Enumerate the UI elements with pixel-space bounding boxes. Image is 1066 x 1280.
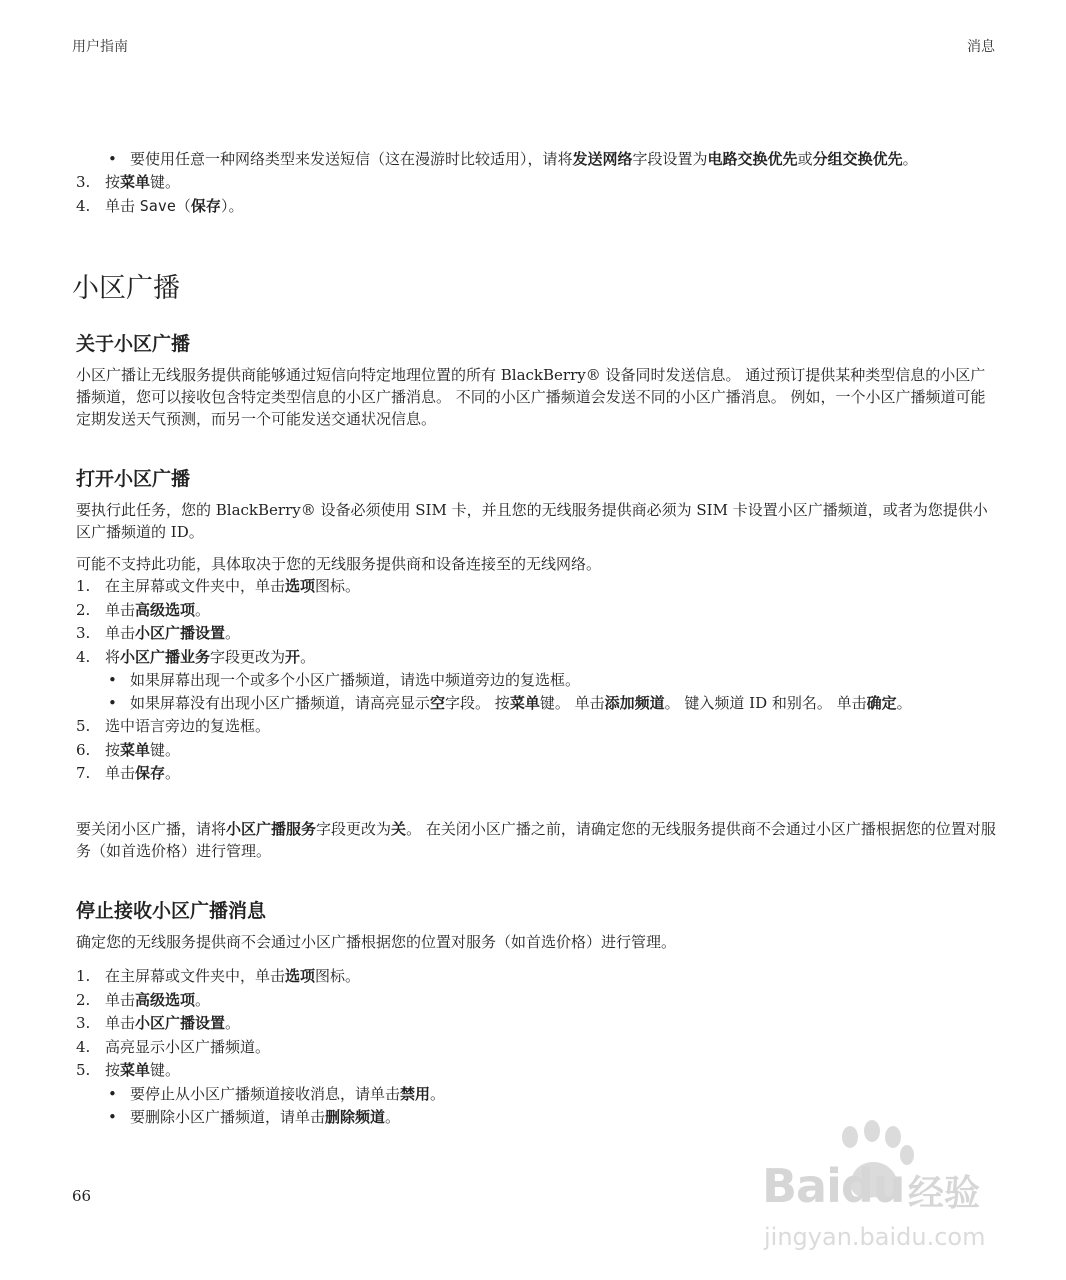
stop-step-5-bullet-b: • 要删除小区广播频道，请单击删除频道。	[76, 1106, 996, 1129]
turn-on-step-5: 5. 选中语言旁边的复选框。	[76, 717, 271, 735]
stop-step-5-bullet-a: • 要停止从小区广播频道接收消息，请单击禁用。	[76, 1083, 996, 1106]
about-body: 小区广播让无线服务提供商能够通过短信向特定地理位置的所有 BlackBerry® 设备同时发送信息。 通过预订提供某种类型信息的小区广播频道，您可以接收包含特定类型信息的小区广播消息。 不同的小区广播频道会发送不同的小区广播消息。 例如，一个小区广播频道可能定期发送天气预测，而另一个可能发送交通状况信息。	[76, 366, 986, 428]
bullet-dot: •	[108, 1084, 117, 1103]
bullet-dot: •	[108, 150, 117, 168]
heading-about: 关于小区广播	[76, 333, 191, 355]
turn-off-note: 要关闭小区广播，请将小区广播服务字段更改为关。 在关闭小区广播之前，请确定您的无线服务提供商不会通过小区广播根据您的位置对服务（如首选价格）进行管理。	[76, 820, 996, 860]
running-header-right: 消息	[967, 39, 995, 55]
stop-steps	[76, 965, 996, 1129]
bullet-dot: •	[108, 671, 117, 689]
bullet-send-network: • 要使用任意一种网络类型来发送短信（这在漫游时比较适用），请将发送网络字段设置为电路交换优先或分组交换优先。	[76, 148, 996, 171]
watermark-url: jingyan.baidu.com	[764, 1223, 986, 1251]
turn-on-step-6: 6. 按菜单键。	[76, 740, 181, 759]
turn-on-steps	[76, 575, 996, 786]
heading-stop: 停止接收小区广播消息	[76, 900, 267, 922]
stop-step-1: 1. 在主屏幕或文件夹中，单击选项图标。	[76, 967, 361, 985]
bullet-dot: •	[108, 1107, 117, 1126]
page-number: 66	[72, 1187, 92, 1205]
turn-on-step-2: 2. 单击高级选项。	[76, 600, 211, 619]
stop-step-5: 5. 按菜单键。	[76, 1061, 181, 1079]
watermark-cn: 经验	[908, 1173, 981, 1214]
watermark-brand-2: du	[840, 1159, 905, 1213]
section-title: 小区广播	[72, 273, 180, 304]
turn-on-step-1: 1. 在主屏幕或文件夹中，单击选项图标。	[76, 577, 361, 595]
turn-on-step-7: 7. 单击保存。	[76, 764, 181, 782]
turn-on-step-3: 3. 单击小区广播设置。	[76, 624, 241, 642]
turn-on-step-4-bullet-a: • 如果屏幕出现一个或多个小区广播频道，请选中频道旁边的复选框。	[76, 669, 996, 692]
stop-step-4: 4. 高亮显示小区广播频道。	[76, 1037, 271, 1056]
turn-on-note: 可能不支持此功能，具体取决于您的无线服务提供商和设备连接至的无线网络。	[76, 555, 602, 573]
stop-step-3: 3. 单击小区广播设置。	[76, 1014, 241, 1032]
running-header-left: 用户指南	[72, 39, 128, 55]
step-3: 3. 按菜单键。	[76, 173, 181, 191]
step-4: 4. 单击 Save（保存）。	[76, 196, 244, 215]
top-continuation	[76, 148, 996, 218]
stop-intro: 确定您的无线服务提供商不会通过小区广播根据您的位置对服务（如首选价格）进行管理。	[76, 933, 677, 951]
watermark-brand: Bai	[762, 1159, 841, 1213]
turn-on-step-4-bullet-b: • 如果屏幕没有出现小区广播频道，请高亮显示空字段。 按菜单键。 单击添加频道。 键入频道 ID 和别名。 单击确定。	[76, 692, 996, 715]
turn-on-requirement: 要执行此任务，您的 BlackBerry® 设备必须使用 SIM 卡，并且您的无线服务提供商必须为 SIM 卡设置小区广播频道，或者为您提供小区广播频道的 ID。	[76, 501, 988, 541]
heading-turn-on: 打开小区广播	[76, 468, 191, 490]
bullet-dot: •	[108, 694, 117, 712]
turn-on-step-4: 4. 将小区广播业务字段更改为开。	[76, 647, 316, 666]
stop-step-2: 2. 单击高级选项。	[76, 990, 211, 1009]
baidu-watermark	[740, 1115, 1010, 1265]
